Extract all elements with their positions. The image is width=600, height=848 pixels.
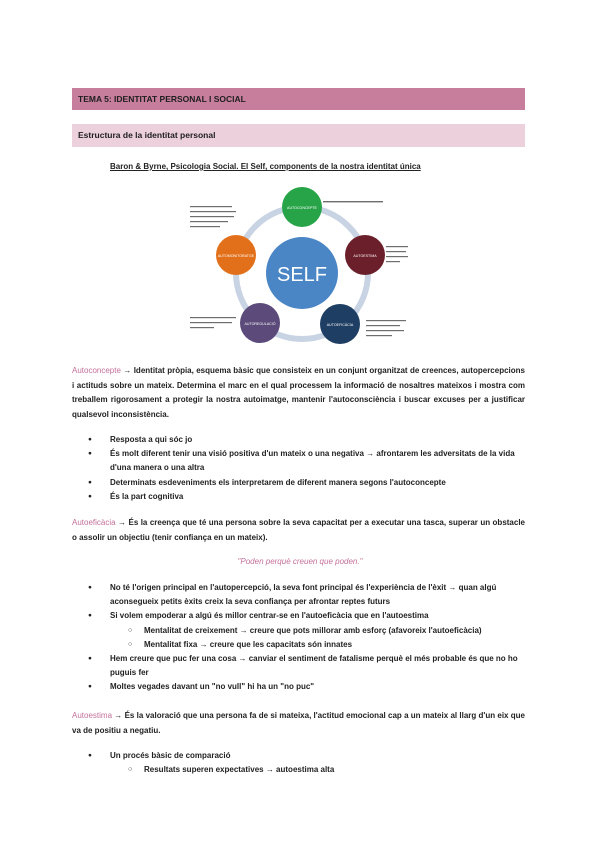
node-label-autoestima: AUTOESTIMA: [353, 254, 377, 258]
self-components-diagram: [180, 180, 420, 352]
sub-list-item: ○ Resultats superen expectatives → autoestima alta: [72, 763, 525, 777]
list-autoconcepte: [72, 433, 525, 504]
quote-autoeficacia: "Poden perquè creuen que poden.": [237, 557, 363, 566]
paragraph-autoeficacia: Autoeficàcia → És la creença que té una persona sobre la seva capacitat per a executar una tasca, superar un obstacle o assolir un objectiu (tenir confiança en un mateix).: [72, 518, 526, 542]
list-item: ● Si volem empoderar a algú és millor centrar-se en l'autoeficàcia que en l'autoestima: [72, 609, 525, 623]
definition-autoconcepte: Identitat pròpia, esquema bàsic que consisteix en un conjunt organitzat de creences, autopercepcions i actituds sobre un mateix. Determina el marc en el qual processem la informació de nosaltres mateixos i mostra com treballem rigorosament a protegir la nostra autoimatge, mantenir l'autoconsciència i buscar excuses per a justificar qualsevol inconsistència.: [72, 366, 525, 419]
node-label-autoconcepte: AUTOCONCEPTE: [287, 206, 317, 210]
term-autoeficacia: Autoeficàcia: [72, 518, 116, 527]
node-label-autoeficacia: AUTOEFICÀCIA: [326, 323, 354, 327]
list-autoeficacia: [72, 581, 525, 695]
list-item: ● Hem creure que puc fer una cosa → canviar el sentiment de fatalisme perquè el més probable és que no ho puguis fer: [72, 652, 525, 680]
list-item: ● Determinats esdeveniments els interpretarem de diferent manera segons l'autoconcepte: [72, 476, 525, 490]
list-item: ● És la part cognitiva: [72, 490, 525, 504]
sub-list-item: ○ Mentalitat fixa → creure que les capacitats són innates: [72, 638, 525, 652]
section-header-sub: [72, 124, 525, 147]
node-label-automonitoratge: AUTOMONITORATGE: [217, 254, 255, 258]
page-subtitle: Estructura de la identitat personal: [78, 130, 216, 140]
list-item: ● No té l'origen principal en l'autopercepció, la seva font principal és l'experiència de l'èxit → quan algú aconsegueix petits èxits creix la seva confiança per afrontar reptes futurs: [72, 581, 525, 609]
section-header-main: [72, 88, 525, 110]
definition-autoeficacia: És la creença que té una persona sobre la seva capacitat per a executar una tasca, superar un obstacle o assolir un objectiu (tenir confiança en un mateix).: [72, 518, 526, 542]
paragraph-autoconcepte: Autoconcepte → Identitat pròpia, esquema bàsic que consisteix en un conjunt organitzat de creences, autopercepcions i actituds sobre un mateix. Determina el marc en el qual processem la informació de nosaltres mateixos i mostra com treballem rigorosament a protegir la nostra autoimatge, mantenir l'autoconsciència i buscar excuses per a justificar qualsevol inconsistència.: [72, 366, 525, 419]
sub-list-item: ○ Mentalitat de creixement → creure que pots millorar amb esforç (afavoreix l'autoeficàcia): [72, 624, 525, 638]
node-label-autoregulacio: AUTOREGULACIÓ: [244, 322, 276, 326]
list-item: ● Un procés bàsic de comparació: [72, 749, 525, 763]
list-item: ● Resposta a qui sóc jo: [72, 433, 525, 447]
term-autoestima: Autoestima: [72, 711, 113, 720]
self-center-label: SELF: [276, 264, 328, 286]
list-item: ● Moltes vegades davant un "no vull" hi ha un "no puc": [72, 680, 525, 694]
list-autoestima: [72, 749, 525, 777]
paragraph-autoestima: Autoestima → És la valoració que una persona fa de si mateixa, l'actitud emocional cap a un mateix al llarg d'un eix que va de positiu a negatiu.: [72, 711, 525, 735]
page-title: TEMA 5: IDENTITAT PERSONAL I SOCIAL: [78, 94, 246, 104]
list-item: ● És molt diferent tenir una visió positiva d'un mateix o una negativa → afrontarem les adversitats de la vida d'una manera o una altra: [72, 447, 525, 475]
term-autoconcepte: Autoconcepte: [72, 366, 121, 375]
definition-autoestima: És la valoració que una persona fa de si mateixa, l'actitud emocional cap a un mateix al llarg d'un eix que va de positiu a negatiu.: [72, 711, 525, 735]
citation: Baron & Byrne, Psicologia Social. El Self, components de la nostra identitat única: [110, 162, 421, 171]
